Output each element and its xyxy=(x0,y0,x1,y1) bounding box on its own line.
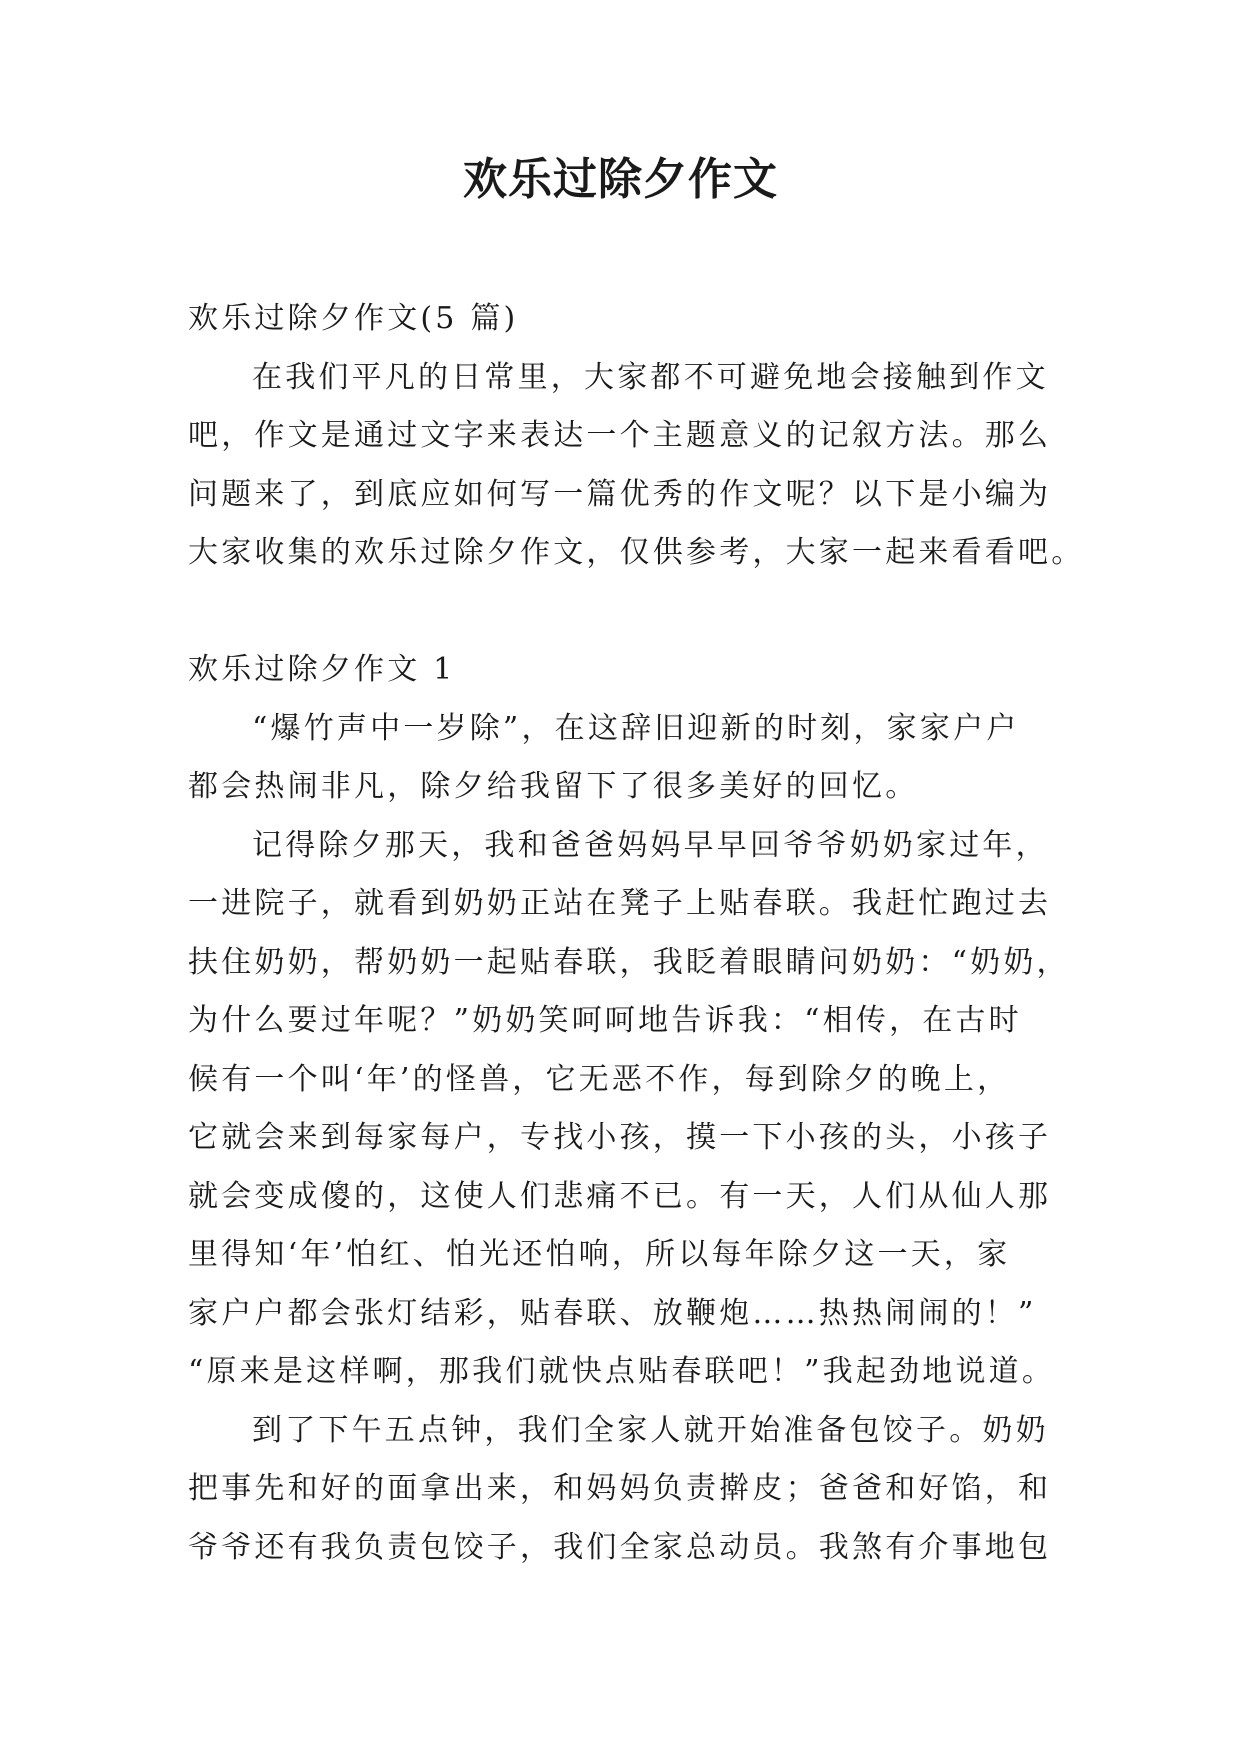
section-heading: 欢乐过除夕作文 1 xyxy=(188,652,456,687)
text-line: 问题来了，到底应如何写一篇优秀的作文呢？以下是小编为 xyxy=(188,476,1052,512)
text-line: 候有一个叫‘年’的怪兽，它无恶不作，每到除夕的晚上， xyxy=(188,1061,1011,1097)
text-line: 为什么要过年呢？”奶奶笑呵呵地告诉我：“相传，在古时 xyxy=(188,1003,1022,1038)
text-line: 把事先和好的面拿出来，和妈妈负责擀皮；爸爸和好馅，和 xyxy=(188,1471,1052,1506)
text-line: 到了下午五点钟，我们全家人就开始准备包饺子。奶奶 xyxy=(252,1412,1049,1448)
text-line: 吧，作文是通过文字来表达一个主题意义的记叙方法。那么 xyxy=(188,418,1052,453)
text-line: “爆竹声中一岁除”，在这辞旧迎新的时刻，家家户户 xyxy=(252,710,1020,746)
paragraph-gap xyxy=(188,583,1068,642)
text-line: 里得知‘年’怕红、怕光还怕响，所以每年除夕这一天，家 xyxy=(188,1237,1011,1272)
text-line: 大家收集的欢乐过除夕作文，仅供参考，大家一起来看看吧。 xyxy=(188,535,1085,570)
text-line: 记得除夕那天，我和爸爸妈妈早早回爷爷奶奶家过年， xyxy=(252,827,1049,863)
document-subtitle: 欢乐过除夕作文(5 篇) xyxy=(188,301,519,336)
paragraph-3 xyxy=(188,1402,1068,1578)
text-line: 一进院子，就看到奶奶正站在凳子上贴春联。我赶忙跑过去 xyxy=(188,886,1052,921)
page-title: 欢乐过除夕作文 xyxy=(463,154,778,205)
text-line: 在我们平凡的日常里，大家都不可避免地会接触到作文 xyxy=(252,359,1049,395)
text-line: 都会热闹非凡，除夕给我留下了很多美好的回忆。 xyxy=(188,769,919,804)
text-line: 家户户都会张灯结彩，贴春联、放鞭炮……热热闹闹的！” xyxy=(188,1295,1037,1331)
paragraph-2 xyxy=(188,817,1068,1402)
text-line: 扶住奶奶，帮奶奶一起贴春联，我眨着眼睛问奶奶：“奶奶， xyxy=(188,944,1070,980)
text-line: “原来是这样啊，那我们就快点贴春联吧！”我起劲地说道。 xyxy=(188,1354,1056,1389)
document-body xyxy=(188,290,1085,1577)
intro-paragraph xyxy=(188,349,1085,583)
text-line: 就会变成傻的，这使人们悲痛不已。有一天，人们从仙人那 xyxy=(188,1178,1052,1214)
text-line: 它就会来到每家每户，专找小孩，摸一下小孩的头，小孩子 xyxy=(188,1120,1052,1155)
text-line: 爷爷还有我负责包饺子，我们全家总动员。我煞有介事地包 xyxy=(188,1529,1052,1565)
paragraph-1 xyxy=(188,700,1068,817)
